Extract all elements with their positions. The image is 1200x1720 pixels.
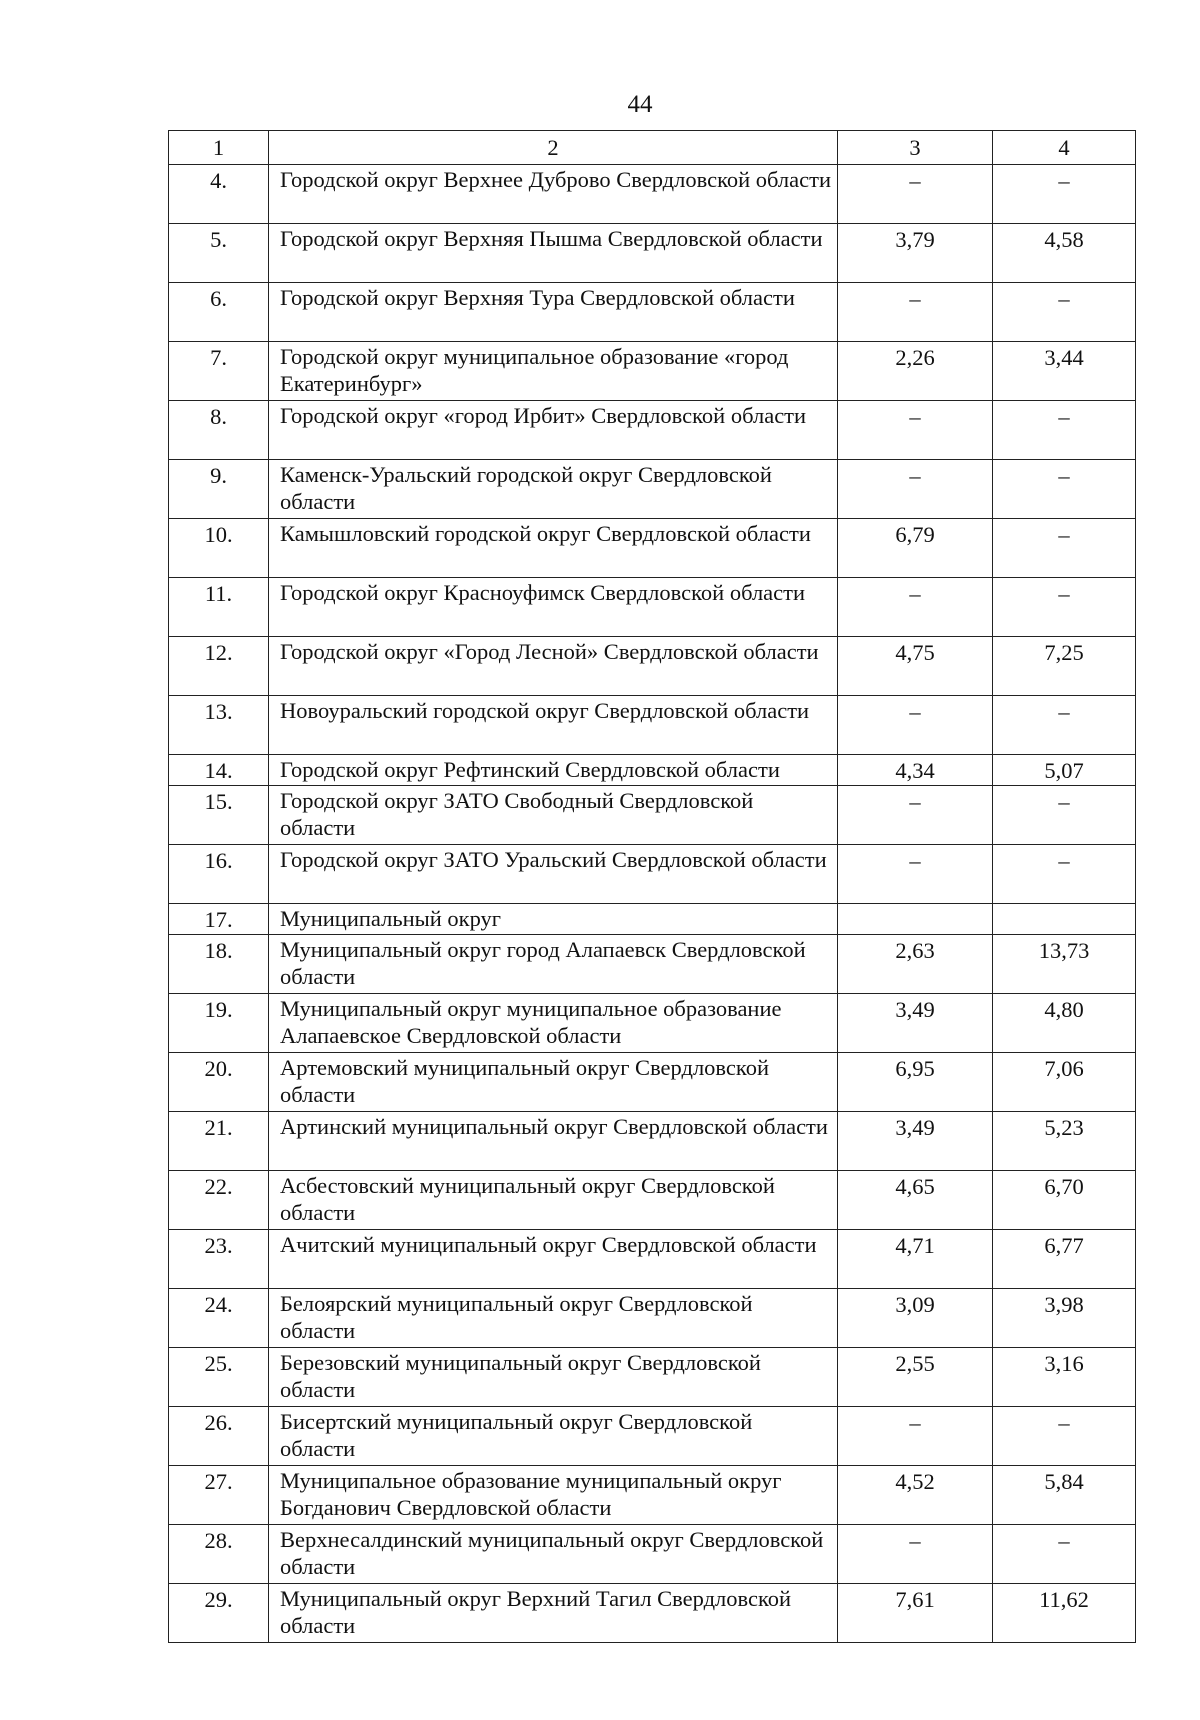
municipality-name-cell: Муниципальный округ	[269, 904, 838, 935]
value-col3-cell: –	[838, 165, 993, 224]
value-col3-cell: –	[838, 460, 993, 519]
value-col4-cell: –	[993, 460, 1136, 519]
table-row	[169, 1053, 1136, 1112]
value-col3-cell: 3,49	[838, 994, 993, 1053]
page-number: 44	[627, 91, 653, 118]
value-col3-cell: 4,65	[838, 1171, 993, 1230]
value-col3-cell: –	[838, 283, 993, 342]
municipality-name-cell: Городской округ Красноуфимск Свердловской области	[269, 578, 838, 637]
value-col3-cell: 2,55	[838, 1348, 993, 1407]
value-col3-cell: 4,71	[838, 1230, 993, 1289]
table-row	[169, 696, 1136, 755]
row-number-cell: 27.	[169, 1466, 269, 1525]
value-col3-cell: 2,63	[838, 935, 993, 994]
table-row	[169, 224, 1136, 283]
value-col4-cell: –	[993, 401, 1136, 460]
value-col4-cell: –	[993, 845, 1136, 904]
value-col3-cell: 3,79	[838, 224, 993, 283]
value-col4-cell: 6,70	[993, 1171, 1136, 1230]
column-header: 3	[838, 131, 993, 165]
row-number-cell: 13.	[169, 696, 269, 755]
value-col3-cell: 4,34	[838, 755, 993, 786]
value-col3-cell: 3,49	[838, 1112, 993, 1171]
value-col4-cell: 3,98	[993, 1289, 1136, 1348]
row-number-cell: 16.	[169, 845, 269, 904]
municipality-name-cell: Асбестовский муниципальный округ Свердловской области	[269, 1171, 838, 1230]
municipality-name-cell: Верхнесалдинский муниципальный округ Свердловской области	[269, 1525, 838, 1584]
row-number-cell: 17.	[169, 904, 269, 935]
row-number-cell: 8.	[169, 401, 269, 460]
table-row	[169, 1112, 1136, 1171]
table-row	[169, 994, 1136, 1053]
table-body	[169, 131, 1136, 1643]
value-col4-cell: –	[993, 696, 1136, 755]
table-row	[169, 1466, 1136, 1525]
value-col4-cell: –	[993, 1525, 1136, 1584]
row-number-cell: 6.	[169, 283, 269, 342]
municipality-name-cell: Муниципальный округ муниципальное образование Алапаевское Свердловской области	[269, 994, 838, 1053]
municipality-name-cell: Муниципальное образование муниципальный округ Богданович Свердловской области	[269, 1466, 838, 1525]
table-row	[169, 755, 1136, 786]
column-header: 2	[269, 131, 838, 165]
table-row	[169, 165, 1136, 224]
municipality-name-cell: Городской округ «Город Лесной» Свердловской области	[269, 637, 838, 696]
table-row	[169, 845, 1136, 904]
value-col4-cell: 6,77	[993, 1230, 1136, 1289]
row-number-cell: 22.	[169, 1171, 269, 1230]
municipality-name-cell: Каменск-Уральский городской округ Свердловской области	[269, 460, 838, 519]
table-row	[169, 1171, 1136, 1230]
column-header: 4	[993, 131, 1136, 165]
municipality-name-cell: Муниципальный округ Верхний Тагил Свердловской области	[269, 1584, 838, 1643]
municipality-name-cell: Городской округ Верхнее Дуброво Свердловской области	[269, 165, 838, 224]
row-number-cell: 24.	[169, 1289, 269, 1348]
value-col3-cell: 6,95	[838, 1053, 993, 1112]
value-col3-cell: 4,75	[838, 637, 993, 696]
row-number-cell: 25.	[169, 1348, 269, 1407]
table-row	[169, 578, 1136, 637]
row-number-cell: 15.	[169, 786, 269, 845]
table-row	[169, 904, 1136, 935]
value-col4-cell: 4,58	[993, 224, 1136, 283]
row-number-cell: 28.	[169, 1525, 269, 1584]
row-number-cell: 29.	[169, 1584, 269, 1643]
municipality-name-cell: Городской округ ЗАТО Свободный Свердловской области	[269, 786, 838, 845]
value-col4-cell: 3,44	[993, 342, 1136, 401]
row-number-cell: 26.	[169, 1407, 269, 1466]
value-col4-cell: 7,25	[993, 637, 1136, 696]
municipality-name-cell: Артемовский муниципальный округ Свердловской области	[269, 1053, 838, 1112]
row-number-cell: 20.	[169, 1053, 269, 1112]
table-row	[169, 1525, 1136, 1584]
value-col3-cell	[838, 904, 993, 935]
municipality-name-cell: Городской округ Верхняя Тура Свердловской области	[269, 283, 838, 342]
table-header-row	[169, 131, 1136, 165]
value-col3-cell: –	[838, 1525, 993, 1584]
municipality-name-cell: Городской округ «город Ирбит» Свердловской области	[269, 401, 838, 460]
value-col4-cell: –	[993, 786, 1136, 845]
municipality-name-cell: Ачитский муниципальный округ Свердловской области	[269, 1230, 838, 1289]
row-number-cell: 5.	[169, 224, 269, 283]
data-table	[168, 130, 1136, 1643]
table-row	[169, 1348, 1136, 1407]
municipality-name-cell: Новоуральский городской округ Свердловской области	[269, 696, 838, 755]
value-col4-cell: 7,06	[993, 1053, 1136, 1112]
value-col3-cell: –	[838, 401, 993, 460]
value-col4-cell: 5,84	[993, 1466, 1136, 1525]
table-row	[169, 519, 1136, 578]
table-row	[169, 401, 1136, 460]
row-number-cell: 21.	[169, 1112, 269, 1171]
value-col4-cell: –	[993, 1407, 1136, 1466]
value-col4-cell: –	[993, 519, 1136, 578]
table-row	[169, 1584, 1136, 1643]
municipality-name-cell: Городской округ Рефтинский Свердловской области	[269, 755, 838, 786]
table-row	[169, 637, 1136, 696]
row-number-cell: 14.	[169, 755, 269, 786]
row-number-cell: 7.	[169, 342, 269, 401]
value-col3-cell: 2,26	[838, 342, 993, 401]
value-col4-cell: –	[993, 165, 1136, 224]
value-col4-cell: 5,07	[993, 755, 1136, 786]
column-header: 1	[169, 131, 269, 165]
value-col4-cell: –	[993, 578, 1136, 637]
row-number-cell: 19.	[169, 994, 269, 1053]
value-col3-cell: –	[838, 1407, 993, 1466]
table-row	[169, 342, 1136, 401]
value-col3-cell: –	[838, 845, 993, 904]
value-col3-cell: 6,79	[838, 519, 993, 578]
municipality-name-cell: Камышловский городской округ Свердловской области	[269, 519, 838, 578]
row-number-cell: 11.	[169, 578, 269, 637]
table-row	[169, 1289, 1136, 1348]
row-number-cell: 10.	[169, 519, 269, 578]
value-col4-cell: 5,23	[993, 1112, 1136, 1171]
municipality-name-cell: Белоярский муниципальный округ Свердловской области	[269, 1289, 838, 1348]
value-col4-cell	[993, 904, 1136, 935]
table-row	[169, 460, 1136, 519]
row-number-cell: 18.	[169, 935, 269, 994]
value-col4-cell: 4,80	[993, 994, 1136, 1053]
value-col4-cell: 3,16	[993, 1348, 1136, 1407]
table-row	[169, 283, 1136, 342]
row-number-cell: 4.	[169, 165, 269, 224]
municipality-name-cell: Бисертский муниципальный округ Свердловской области	[269, 1407, 838, 1466]
municipality-name-cell: Городской округ Верхняя Пышма Свердловской области	[269, 224, 838, 283]
row-number-cell: 23.	[169, 1230, 269, 1289]
value-col3-cell: 7,61	[838, 1584, 993, 1643]
value-col4-cell: –	[993, 283, 1136, 342]
value-col3-cell: 3,09	[838, 1289, 993, 1348]
table-row	[169, 1230, 1136, 1289]
value-col3-cell: –	[838, 786, 993, 845]
row-number-cell: 12.	[169, 637, 269, 696]
value-col3-cell: –	[838, 578, 993, 637]
row-number-cell: 9.	[169, 460, 269, 519]
value-col4-cell: 11,62	[993, 1584, 1136, 1643]
table-row	[169, 786, 1136, 845]
municipality-name-cell: Городской округ муниципальное образование «город Екатеринбург»	[269, 342, 838, 401]
municipality-name-cell: Артинский муниципальный округ Свердловской области	[269, 1112, 838, 1171]
municipality-name-cell: Березовский муниципальный округ Свердловской области	[269, 1348, 838, 1407]
table-row	[169, 1407, 1136, 1466]
value-col3-cell: –	[838, 696, 993, 755]
value-col4-cell: 13,73	[993, 935, 1136, 994]
value-col3-cell: 4,52	[838, 1466, 993, 1525]
municipality-name-cell: Городской округ ЗАТО Уральский Свердловской области	[269, 845, 838, 904]
table-row	[169, 935, 1136, 994]
municipality-name-cell: Муниципальный округ город Алапаевск Свердловской области	[269, 935, 838, 994]
